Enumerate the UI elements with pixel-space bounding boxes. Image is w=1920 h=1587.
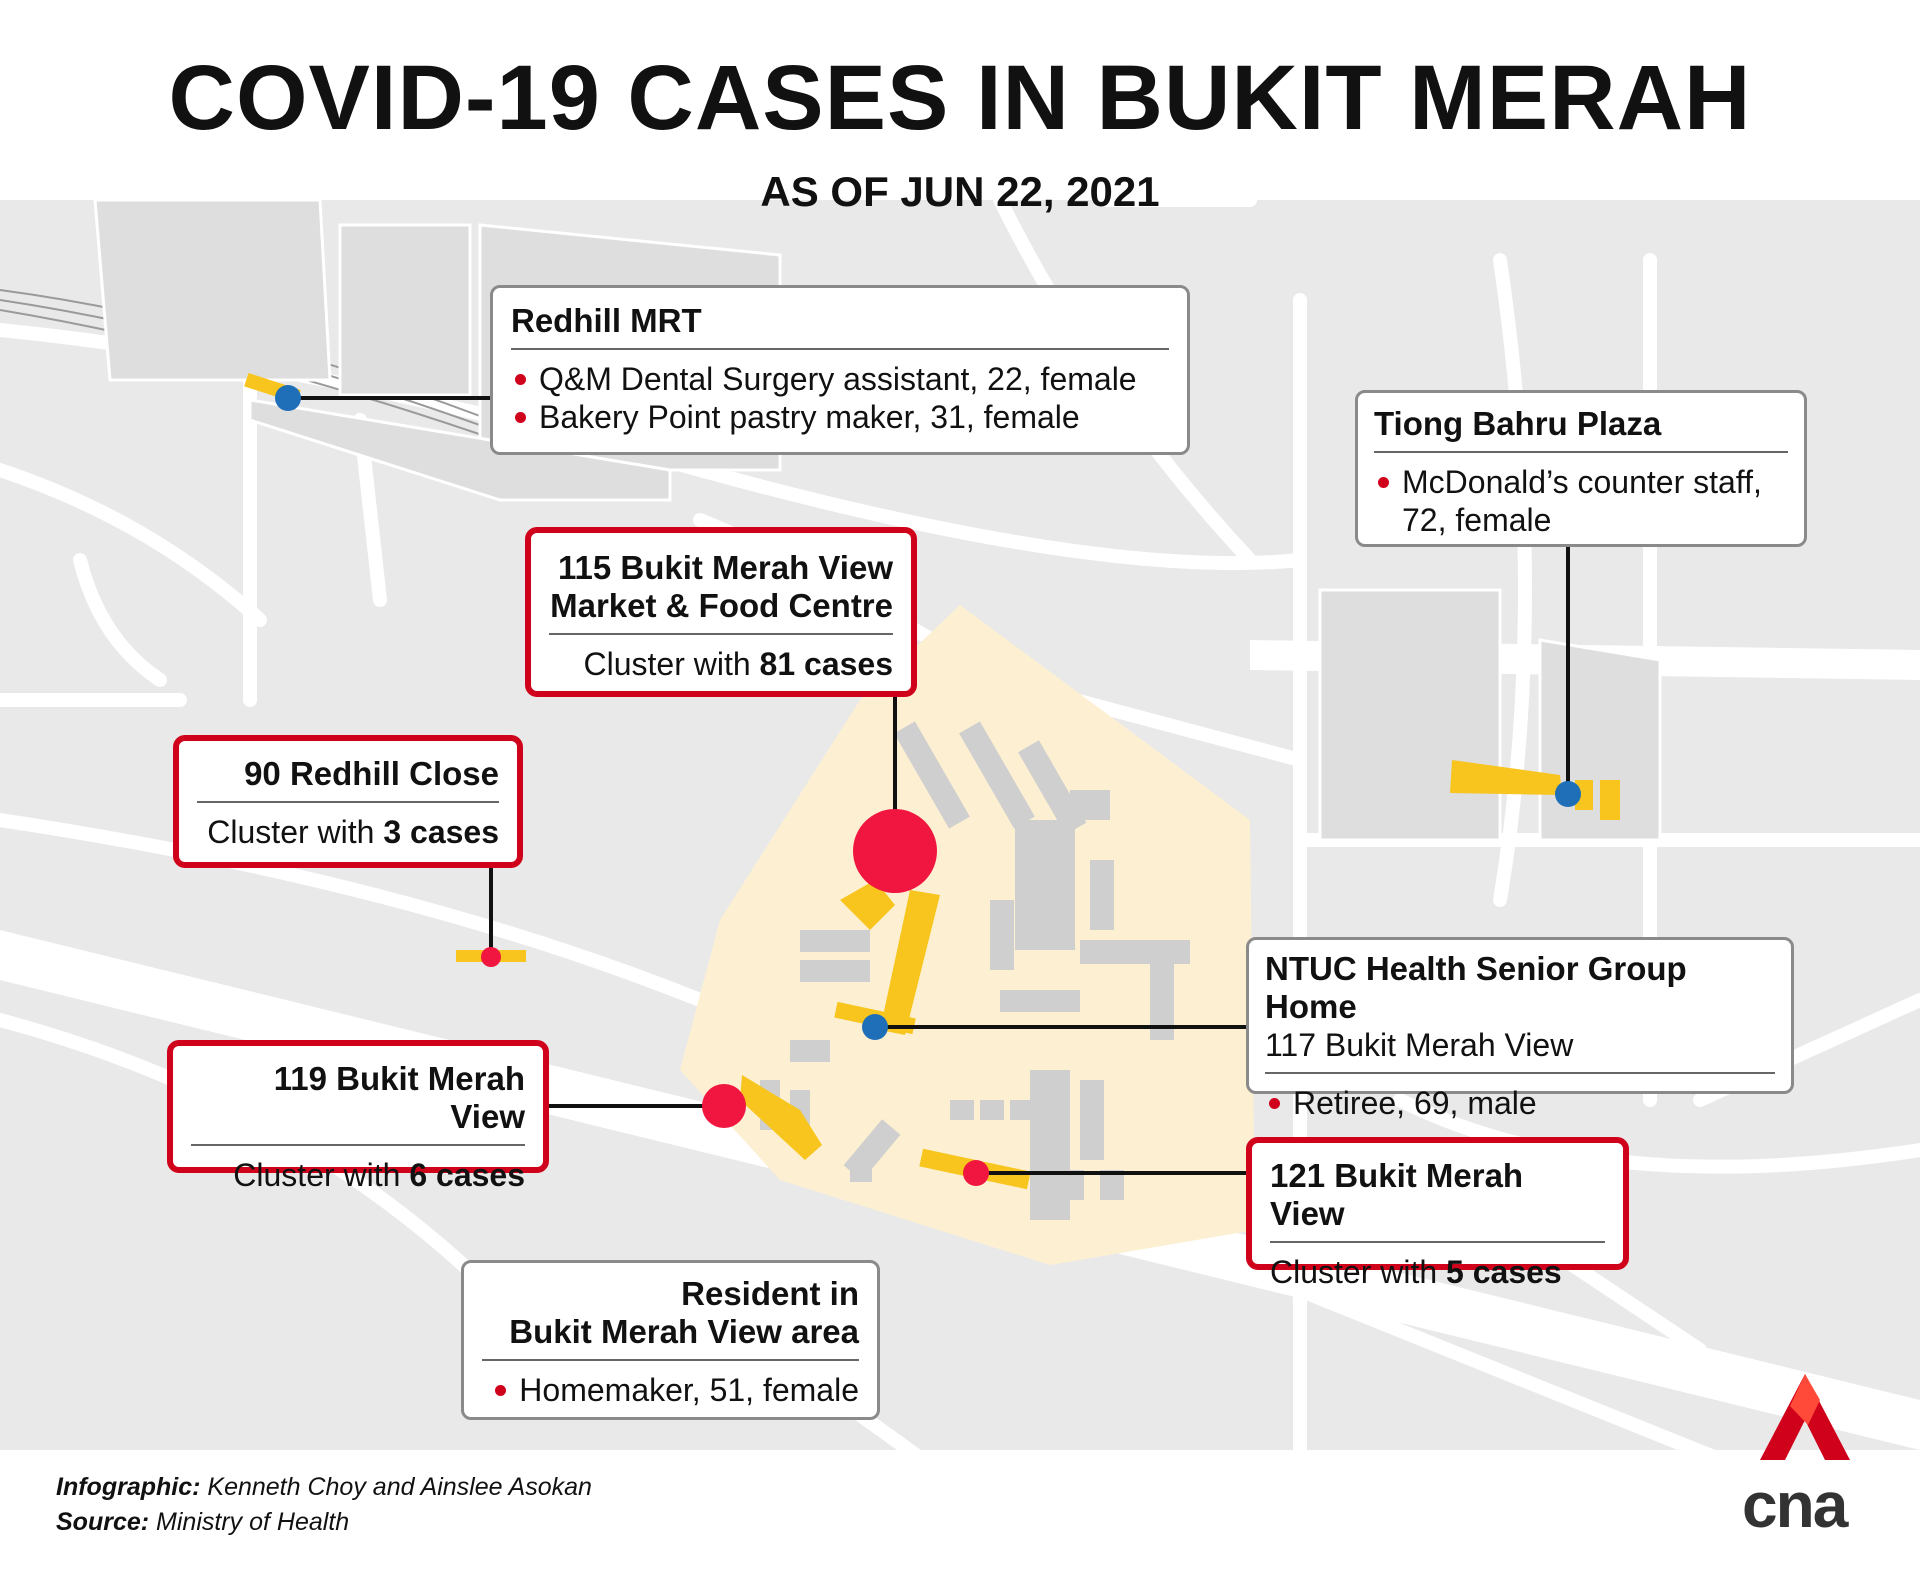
callout-title: Tiong Bahru Plaza [1374,405,1662,442]
infographic-value: Kenneth Choy and Ainslee Asokan [207,1473,592,1501]
callout-ntuc-health [1246,937,1794,1121]
cluster-summary [191,1156,525,1194]
cluster-prefix: Cluster with [233,1157,401,1193]
callout-title: 121 Bukit Merah View [1270,1157,1524,1232]
divider [1374,451,1788,453]
case-item: McDonald’s counter staff, [1374,463,1788,501]
cluster-count: 6 cases [409,1157,525,1193]
callout-title-line1: Resident in [681,1275,859,1312]
cna-logo-text: cna [1742,1469,1847,1541]
source-credit [56,1505,592,1540]
page-title: COVID-19 CASES IN BUKIT MERAH [168,47,1752,149]
marker-redhill-mrt [275,385,301,411]
cluster-prefix: Cluster with [207,814,375,850]
cluster-summary [549,645,893,683]
cluster-summary [197,813,499,851]
callout-title-line1: 115 Bukit Merah View [557,549,893,586]
callout-cluster-121 [1246,1137,1629,1290]
marker-cluster-115 [853,809,937,893]
marker-cluster-121 [963,1160,989,1186]
cluster-count: 81 cases [759,646,893,682]
cluster-summary [1270,1253,1605,1291]
callout-cluster-90 [173,735,523,868]
callout-title: NTUC Health Senior Group Home [1265,950,1687,1025]
callout-resident [461,1260,880,1420]
cluster-count: 5 cases [1446,1254,1562,1290]
callout-title-line2: Market & Food Centre [550,587,893,624]
source-value: Ministry of Health [156,1508,350,1536]
divider [197,801,499,803]
callout-cluster-119 [167,1040,549,1193]
divider [1265,1072,1775,1074]
marker-cluster-90 [481,947,501,967]
callout-title-line2: Bukit Merah View area [509,1313,859,1350]
case-item: Q&M Dental Surgery assistant, 22, female [511,360,1169,398]
callout-tiong-bahru-plaza [1355,390,1807,547]
source-label: Source: [56,1508,150,1536]
infographic-label: Infographic: [56,1473,201,1501]
case-item: Retiree, 69, male [1265,1084,1775,1122]
cluster-count: 3 cases [383,814,499,850]
case-item-continued: 72, female [1402,502,1552,538]
cluster-prefix: Cluster with [583,646,751,682]
infographic-credit [56,1470,592,1505]
callout-cluster-115 [525,527,917,697]
callout-address: 117 Bukit Merah View [1265,1027,1574,1063]
case-item: Homemaker, 51, female [491,1371,859,1409]
divider [511,348,1169,350]
marker-cluster-119 [702,1084,746,1128]
page-subtitle: AS OF JUN 22, 2021 [760,168,1160,215]
divider [549,633,893,635]
marker-tiong-bahru-plaza [1555,781,1581,807]
cluster-prefix: Cluster with [1270,1254,1438,1290]
callout-title: 119 Bukit Merah View [273,1060,525,1135]
callout-title: 90 Redhill Close [244,755,499,792]
credits [56,1470,592,1540]
case-item: Bakery Point pastry maker, 31, female [511,398,1169,436]
divider [191,1144,525,1146]
marker-ntuc-health [862,1014,888,1040]
divider [482,1359,859,1361]
callout-redhill-mrt [490,285,1190,455]
callout-title: Redhill MRT [511,302,702,339]
divider [1270,1241,1605,1243]
